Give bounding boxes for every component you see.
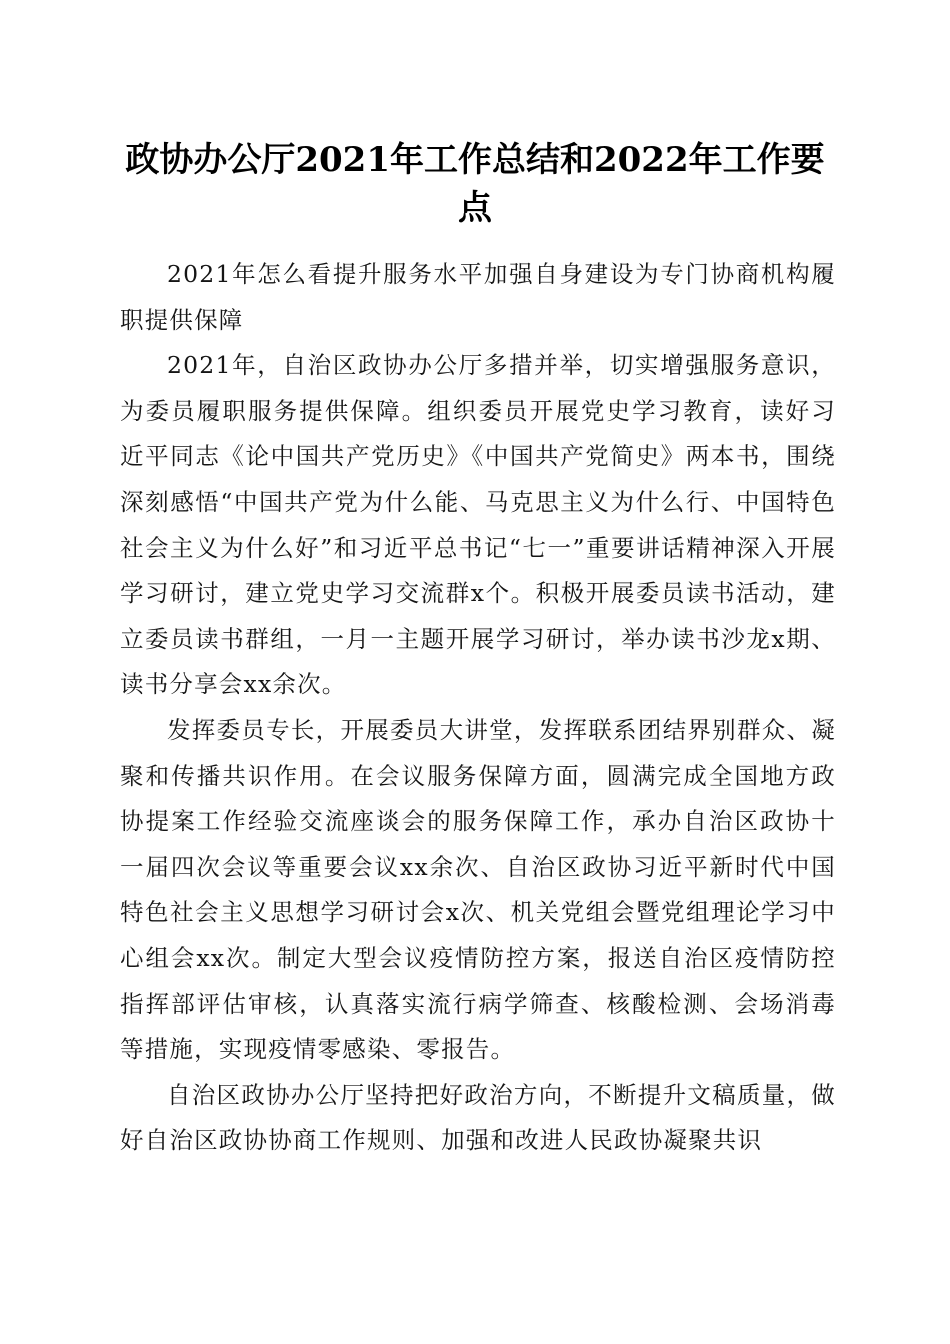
paragraph: 自治区政协办公厅坚持把好政治方向，不断提升文稿质量，做好自治区政协协商工作规则、加强和改进人民政协凝聚共识 <box>120 1080 836 1155</box>
document-body <box>120 252 836 1164</box>
paragraph-heading: 2021年怎么看提升服务水平加强自身建设为专门协商机构履职提供保障 <box>120 260 836 334</box>
document-title: 政协办公厅2021年工作总结和2022年工作要点 <box>125 140 825 228</box>
paragraph: 发挥委员专长，开展委员大讲堂，发挥联系团结界别群众、凝聚和传播共识作用。在会议服务保障方面，圆满完成全国地方政协提案工作经验交流座谈会的服务保障工作，承办自治区政协十一届四次会议等重要会议xx余次、自治区政协习近平新时代中国特色社会主义思想学习研讨会x次、机关党组会暨党组理论学习中心组会xx次。制定大型会议疫情防控方案，报送自治区疫情防控指挥部评估审核，认真落实流行病学筛查、核酸检测、会场消毒等措施，实现疫情零感染、零报告。 <box>120 715 836 1064</box>
paragraph: 2021年，自治区政协办公厅多措并举，切实增强服务意识，为委员履职服务提供保障。组织委员开展党史学习教育，读好习近平同志《论中国共产党历史》《中国共产党简史》两本书，围绕深刻感悟“中国共产党为什么能、马克思主义为什么行、中国特色社会主义为什么好”和习近平总书记“七一”重要讲话精神深入开展学习研讨，建立党史学习交流群x个。积极开展委员读书活动，建立委员读书群组，一月一主题开展学习研讨，举办读书沙龙x期、读书分享会xx余次。 <box>120 351 836 699</box>
